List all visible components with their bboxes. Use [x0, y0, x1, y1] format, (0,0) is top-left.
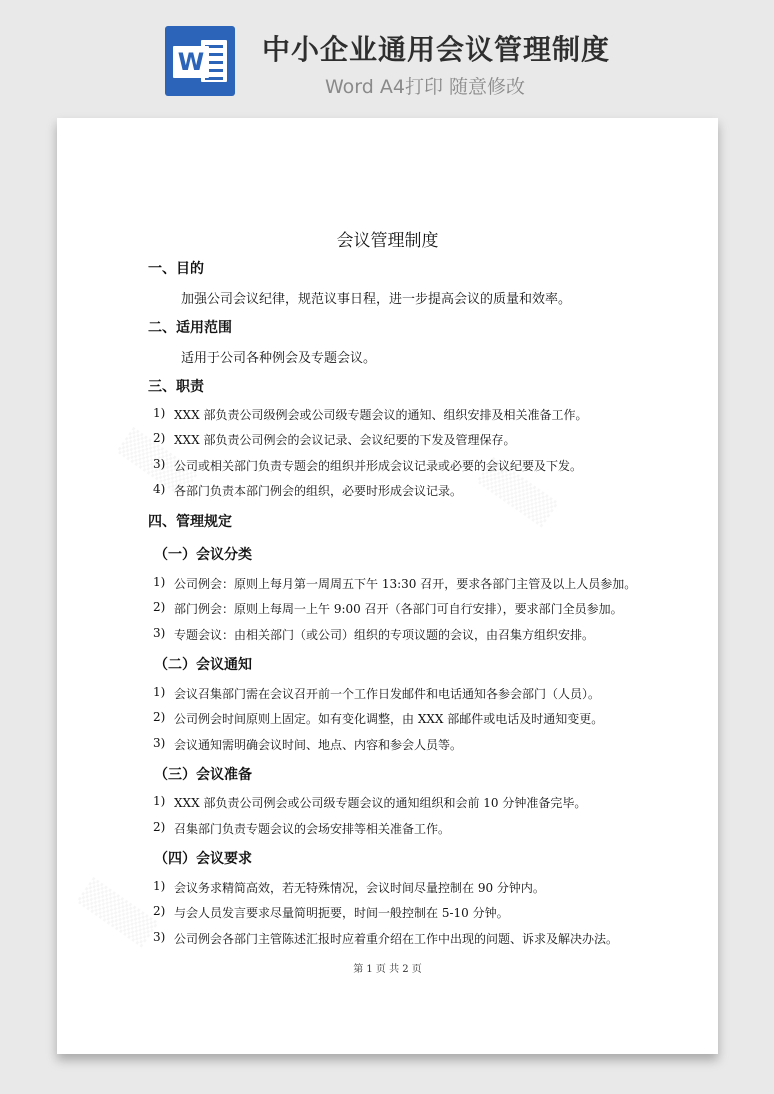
list-text: 会议通知需明确会议时间、地点、内容和参会人员等。	[174, 738, 463, 752]
list-number: 2)	[153, 600, 166, 614]
banner-subtitle: Word A4打印 随意修改	[325, 76, 526, 98]
list-number: 2)	[153, 431, 166, 445]
subsection-heading: （四）会议要求	[154, 851, 252, 867]
list-number: 2)	[153, 710, 166, 724]
section-heading: 一、目的	[148, 261, 204, 277]
word-logo-letter: W	[173, 46, 209, 78]
list-text: XXX 部负责公司例会的会议记录、会议纪要的下发及管理保存。	[174, 433, 516, 447]
section-heading: 二、适用范围	[148, 320, 232, 336]
list-text: 公司例会时间原则上固定。如有变化调整，由 XXX 部邮件或电话及时通知变更。	[174, 712, 604, 726]
list-text: 与会人员发言要求尽量简明扼要，时间一般控制在 5-10 分钟。	[174, 906, 509, 920]
list-text: 召集部门负责专题会议的会场安排等相关准备工作。	[174, 822, 451, 836]
list-text: XXX 部负责公司例会或公司级专题会议的通知组织和会前 10 分钟准备完毕。	[174, 796, 587, 810]
watermark	[76, 878, 159, 948]
list-number: 1)	[153, 685, 166, 699]
list-number: 3)	[153, 930, 166, 944]
list-number: 1)	[153, 794, 166, 808]
list-text: 会议召集部门需在会议召开前一个工作日发邮件和电话通知各参会部门（人员）。	[174, 687, 601, 701]
list-number: 4)	[153, 482, 166, 496]
list-number: 3)	[153, 626, 166, 640]
section-heading: 四、管理规定	[148, 514, 232, 530]
list-text: 各部门负责本部门例会的组织，必要时形成会议记录。	[174, 484, 463, 498]
page-number-footer: 第 1 页 共 2 页	[353, 964, 422, 975]
subsection-heading: （一）会议分类	[154, 547, 252, 563]
list-number: 1)	[153, 575, 166, 589]
list-text: 专题会议：由相关部门（或公司）组织的专项议题的会议，由召集方组织安排。	[174, 628, 595, 642]
list-number: 1)	[153, 406, 166, 420]
subsection-heading: （三）会议准备	[154, 767, 252, 783]
list-number: 1)	[153, 879, 166, 893]
list-text: 公司或相关部门负责专题会的组织并形成会议记录或必要的会议纪要及下发。	[174, 459, 583, 473]
document-title: 会议管理制度	[336, 231, 439, 251]
section-heading: 三、职责	[148, 379, 204, 395]
word-icon	[165, 26, 235, 96]
subsection-heading: （二）会议通知	[154, 657, 252, 673]
paragraph: 适用于公司各种例会及专题会议。	[181, 351, 377, 366]
list-number: 2)	[153, 904, 166, 918]
list-number: 3)	[153, 457, 166, 471]
list-text: 公司例会各部门主管陈述汇报时应着重介绍在工作中出现的问题、诉求及解决办法。	[174, 932, 619, 946]
list-text: XXX 部负责公司级例会或公司级专题会议的通知、组织安排及相关准备工作。	[174, 408, 588, 422]
list-number: 3)	[153, 736, 166, 750]
paragraph: 加强公司会议纪律，规范议事日程，进一步提高会议的质量和效率。	[181, 292, 572, 307]
document-page	[57, 118, 718, 1054]
list-text: 会议务求精简高效，若无特殊情况，会议时间尽量控制在 90 分钟内。	[174, 881, 545, 895]
list-number: 2)	[153, 820, 166, 834]
banner-title: 中小企业通用会议管理制度	[262, 33, 611, 66]
list-text: 公司例会：原则上每月第一周周五下午 13:30 召开，要求各部门主管及以上人员参加。	[174, 577, 637, 591]
list-text: 部门例会：原则上每周一上午 9:00 召开（各部门可自行安排），要求部门全员参加。	[174, 602, 623, 616]
banner	[0, 0, 774, 110]
